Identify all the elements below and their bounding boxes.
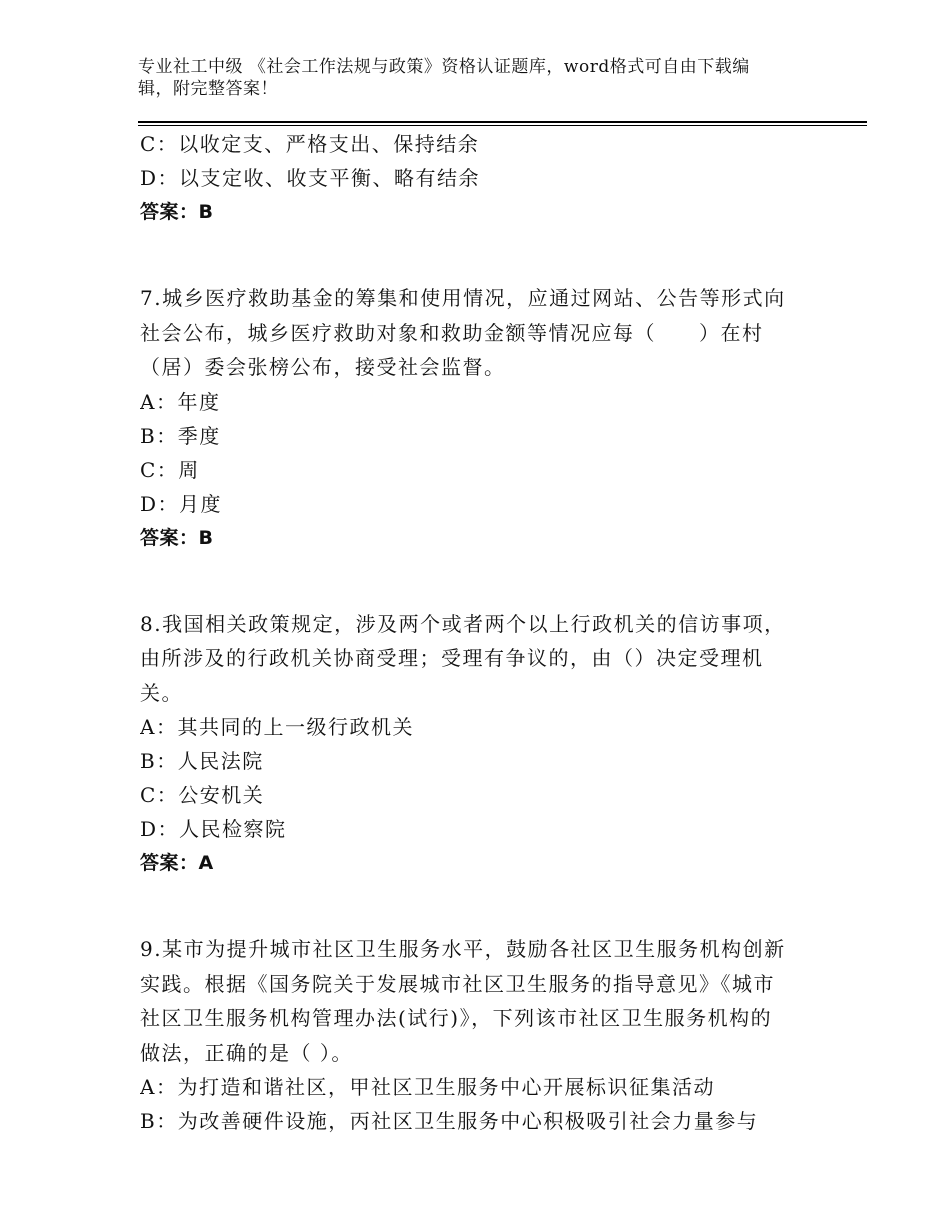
option-c: C：以收定支、严格支出、保持结余 xyxy=(140,132,480,156)
header-rule-thin xyxy=(138,125,867,126)
option-a: A：年度 xyxy=(140,389,221,414)
option-b: B：季度 xyxy=(140,423,221,448)
question-6-tail xyxy=(140,127,800,229)
question-stem-line: 9.某市为提升城市社区卫生服务水平，鼓励各社区卫生服务机构创新 xyxy=(140,937,786,961)
question-7 xyxy=(140,281,800,555)
answer: 答案：B xyxy=(140,201,214,223)
header-line-2: 辑，附完整答案！ xyxy=(138,79,278,99)
question-9 xyxy=(140,932,800,1138)
question-stem-line: 社会公布，城乡医疗救助对象和救助金额等情况应每（ ）在村 xyxy=(140,320,764,345)
option-d: D：人民检察院 xyxy=(140,817,287,841)
question-list xyxy=(140,127,800,1138)
option-c: C：公安机关 xyxy=(140,783,265,807)
question-stem-line: 7.城乡医疗救助基金的筹集和使用情况，应通过网站、公告等形式向 xyxy=(140,286,786,310)
option-b: B：人民法院 xyxy=(140,749,264,773)
header-line-1: 专业社工中级 《社会工作法规与政策》资格认证题库，word格式可自由下载编 xyxy=(138,57,750,77)
option-a: A：其共同的上一级行政机关 xyxy=(140,715,414,739)
question-stem-line: 社区卫生服务机构管理办法(试行)》，下列该市社区卫生服务机构的 xyxy=(140,1006,773,1030)
option-a: A：为打造和谐社区，甲社区卫生服务中心开展标识征集活动 xyxy=(140,1075,715,1099)
question-8 xyxy=(140,607,800,881)
option-b: B：为改善硬件设施，丙社区卫生服务中心积极吸引社会力量参与 xyxy=(140,1109,759,1133)
answer: 答案：B xyxy=(140,526,214,549)
document-header xyxy=(138,56,818,100)
header-rule-thick xyxy=(138,121,867,123)
answer: 答案：A xyxy=(140,852,214,874)
question-stem-line: 做法，正确的是（ ）。 xyxy=(140,1040,353,1065)
option-d: D：月度 xyxy=(140,491,223,516)
question-stem-line: （居）委会张榜公布，接受社会监督。 xyxy=(140,355,506,379)
option-c: C：周 xyxy=(140,457,200,482)
option-d: D：以支定收、收支平衡、略有结余 xyxy=(140,166,481,190)
question-stem-line: 8.我国相关政策规定，涉及两个或者两个以上行政机关的信访事项， xyxy=(140,611,786,636)
question-stem-line: 由所涉及的行政机关协商受理；受理有争议的，由（）决定受理机 xyxy=(140,646,764,670)
question-stem-line: 实践。根据《国务院关于发展城市社区卫生服务的指导意见》《城市 xyxy=(140,971,775,996)
question-stem-line: 关。 xyxy=(140,680,183,705)
